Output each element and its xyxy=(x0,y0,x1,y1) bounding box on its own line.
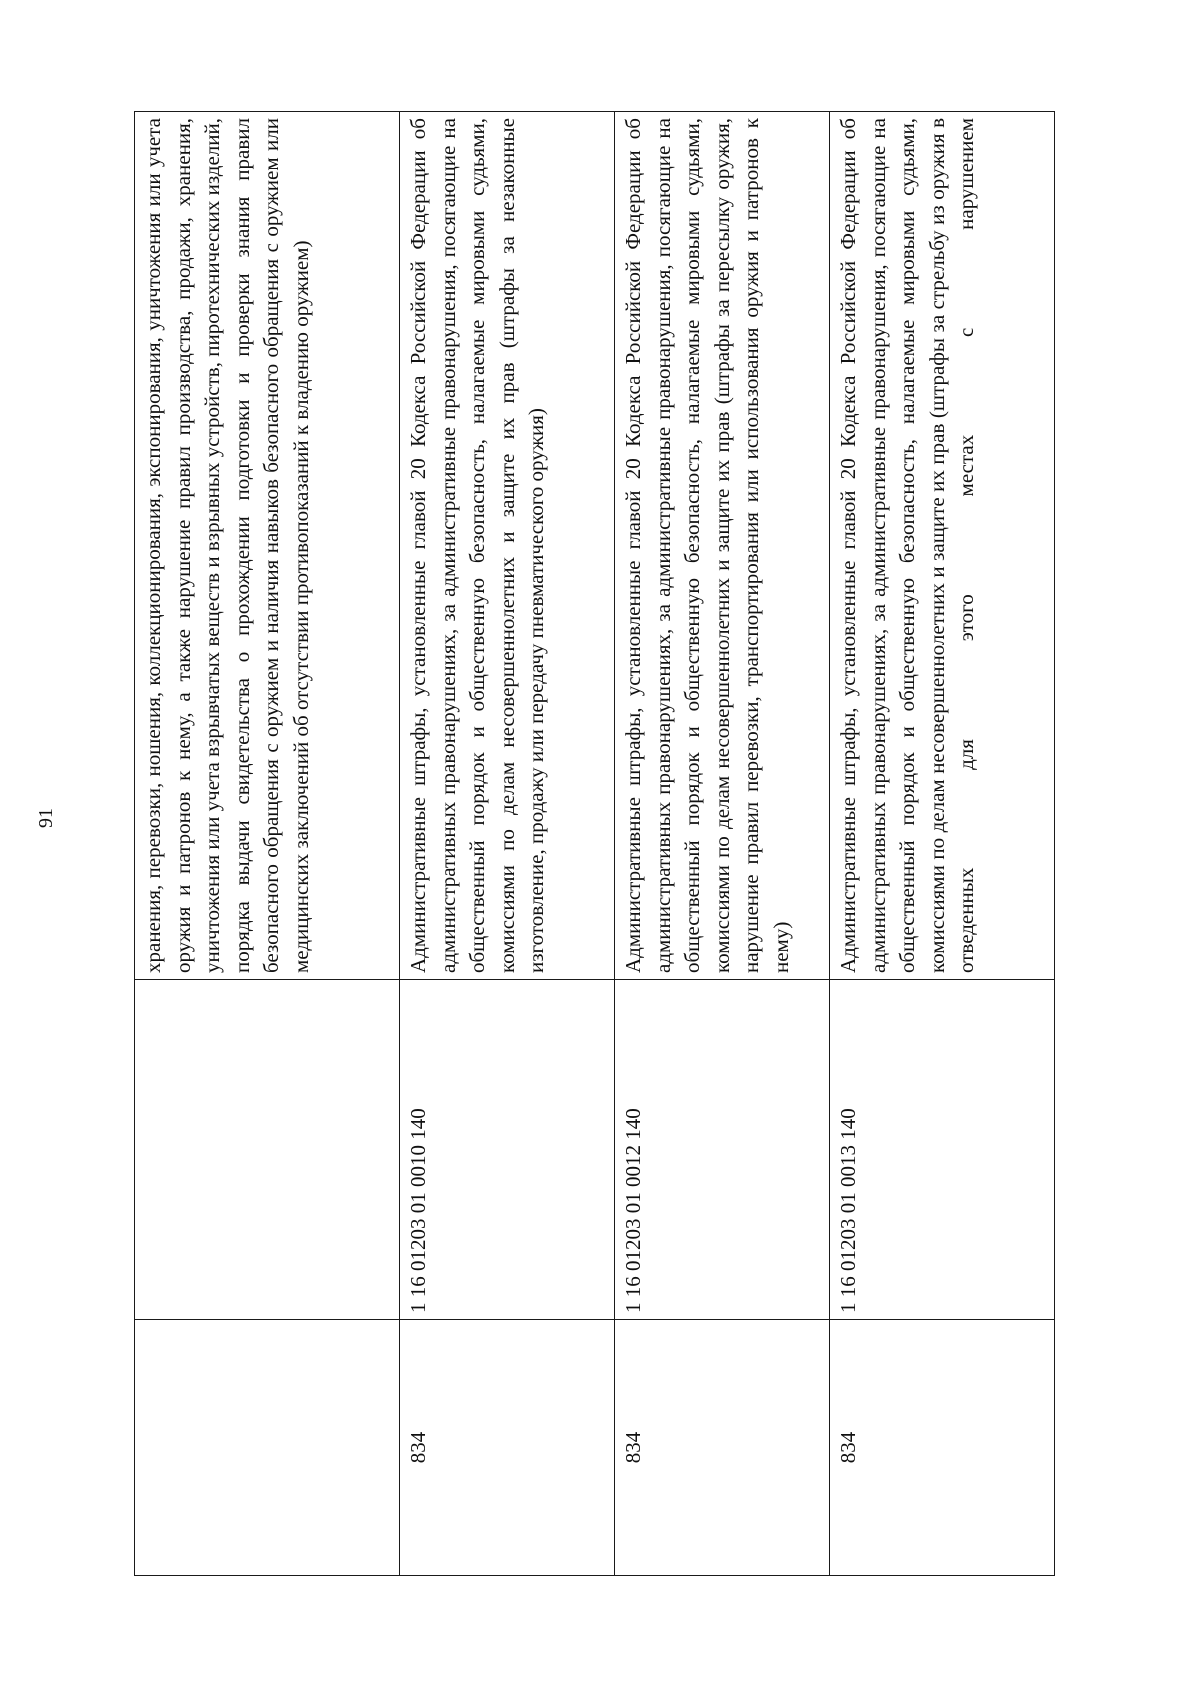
budget-code-cell: 1 16 01203 01 0013 140 xyxy=(830,980,1055,1320)
table-row xyxy=(135,112,400,1576)
budget-code-cell: 1 16 01203 01 0012 140 xyxy=(615,980,830,1320)
description-cell: Административные штрафы, установленные главой 20 Кодекса Российской Федерации об административных правонарушениях, за административные правонарушения, посягающие на общественный порядок и общественную безопасность, налагаемые мировыми судьями, комиссиями по делам несовершеннолетних и защите их прав (штрафы за стрельбу из оружия в отведенных для этого местах с нарушением xyxy=(830,112,1055,980)
table-row xyxy=(400,112,615,1576)
admin-code-cell: 834 xyxy=(615,1320,830,1576)
admin-code-cell: 834 xyxy=(830,1320,1055,1576)
page-number: 91 xyxy=(35,808,57,828)
admin-code-cell: 834 xyxy=(400,1320,615,1576)
description-cell: Административные штрафы, установленные главой 20 Кодекса Российской Федерации об административных правонарушениях, за административные правонарушения, посягающие на общественный порядок и общественную безопасность, налагаемые мировыми судьями, комиссиями по делам несовершеннолетних и защите их прав (штрафы за незаконные изготовление, продажу или передачу пневматического оружия) xyxy=(400,112,615,980)
description-cell: Административные штрафы, установленные главой 20 Кодекса Российской Федерации об административных правонарушениях, за административные правонарушения, посягающие на общественный порядок и общественную безопасность, налагаемые мировыми судьями, комиссиями по делам несовершеннолетних и защите их прав (штрафы за пересылку оружия, нарушение правил перевозки, транспортирования или использования оружия и патронов к нему) xyxy=(615,112,830,980)
description-cell: хранения, перевозки, ношения, коллекционирования, экспонирования, уничтожения или учета оружия и патронов к нему, а также нарушение правил производства, продажи, хранения, уничтожения или учета взрывчатых веществ и взрывных устройств, пиротехнических изделий, порядка выдачи свидетельства о прохождении подготовки и проверки знания правил безопасного обращения с оружием и наличия навыков безопасного обращения с оружием или медицинских заключений об отсутствии противопоказаний к владению оружием) xyxy=(135,112,400,980)
rotated-table-container xyxy=(134,112,1054,1576)
budget-code-cell: 1 16 01203 01 0010 140 xyxy=(400,980,615,1320)
table-area xyxy=(134,112,1054,1576)
table-row xyxy=(830,112,1055,1576)
budget-code-table xyxy=(134,111,1055,1576)
budget-code-cell xyxy=(135,980,400,1320)
admin-code-cell xyxy=(135,1320,400,1576)
table-row xyxy=(615,112,830,1576)
